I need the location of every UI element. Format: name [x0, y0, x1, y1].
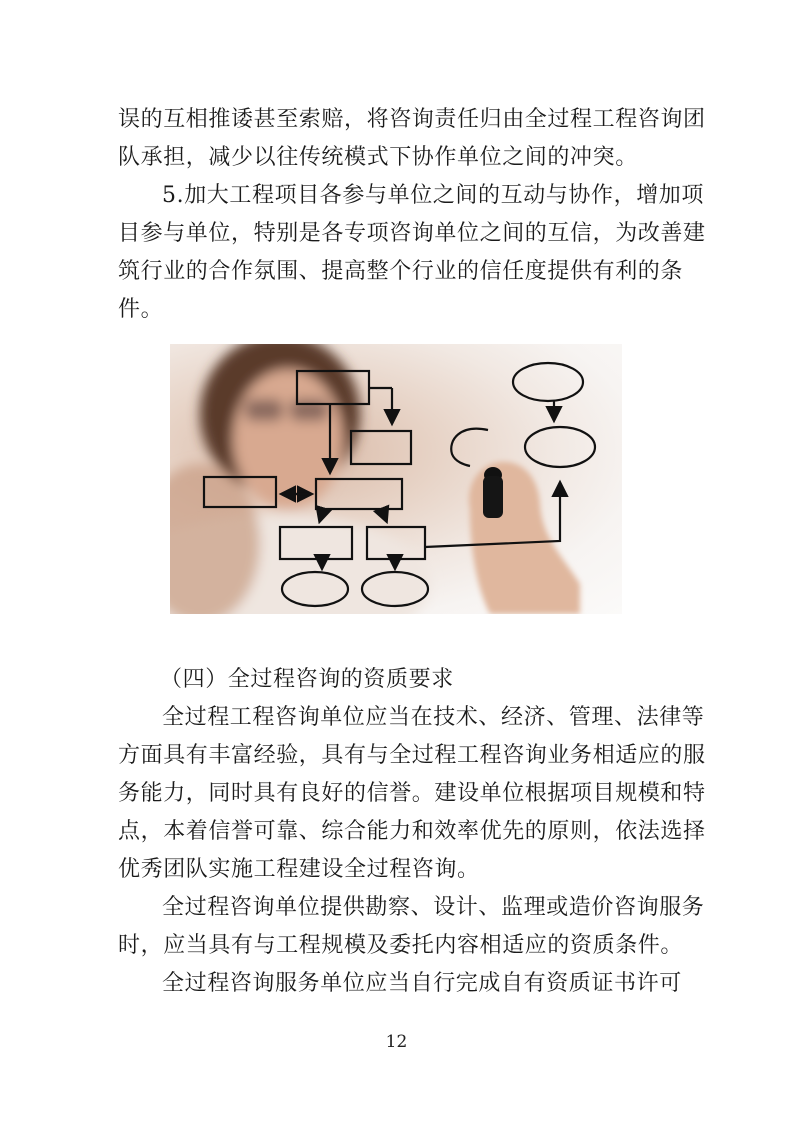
body-text-line: 目参与单位，特别是各专项咨询单位之间的互信，为改善建	[118, 221, 706, 246]
body-text-line: 误的互相推诿甚至索赔，将咨询责任归由全过程工程咨询团	[118, 107, 706, 132]
body-text-line: 队承担，减少以往传统模式下协作单位之间的冲突。	[118, 145, 638, 170]
section-heading: （四）全过程咨询的资质要求	[160, 667, 454, 692]
body-text-line: 全过程咨询单位提供勘察、设计、监理或造价咨询服务	[162, 895, 705, 920]
body-text-line: 5.加大工程项目各参与单位之间的互动与协作，增加项	[162, 183, 704, 208]
body-text-line: 全过程咨询服务单位应当自行完成自有资质证书许可	[162, 971, 682, 996]
body-text-line: 方面具有丰富经验，具有与全过程工程咨询业务相适应的服	[118, 743, 706, 768]
body-text-line: 筑行业的合作氛围、提高整个行业的信任度提供有利的条	[118, 259, 684, 284]
page-number: 12	[385, 1032, 408, 1052]
body-text-line: 优秀团队实施工程建设全过程咨询。	[118, 857, 480, 882]
flowchart-photo	[170, 344, 622, 614]
body-text-line: 全过程工程咨询单位应当在技术、经济、管理、法律等	[162, 705, 705, 730]
body-text-line: 点，本着信誉可靠、综合能力和效率优先的原则，依法选择	[118, 819, 706, 844]
marker-pen	[483, 467, 503, 518]
body-text-line: 务能力，同时具有良好的信誉。建设单位根据项目规模和特	[118, 781, 706, 806]
body-text-line: 件。	[118, 297, 164, 322]
body-text-line: 时，应当具有与工程规模及委托内容相适应的资质条件。	[118, 933, 684, 958]
flowchart-illustration	[170, 344, 622, 614]
